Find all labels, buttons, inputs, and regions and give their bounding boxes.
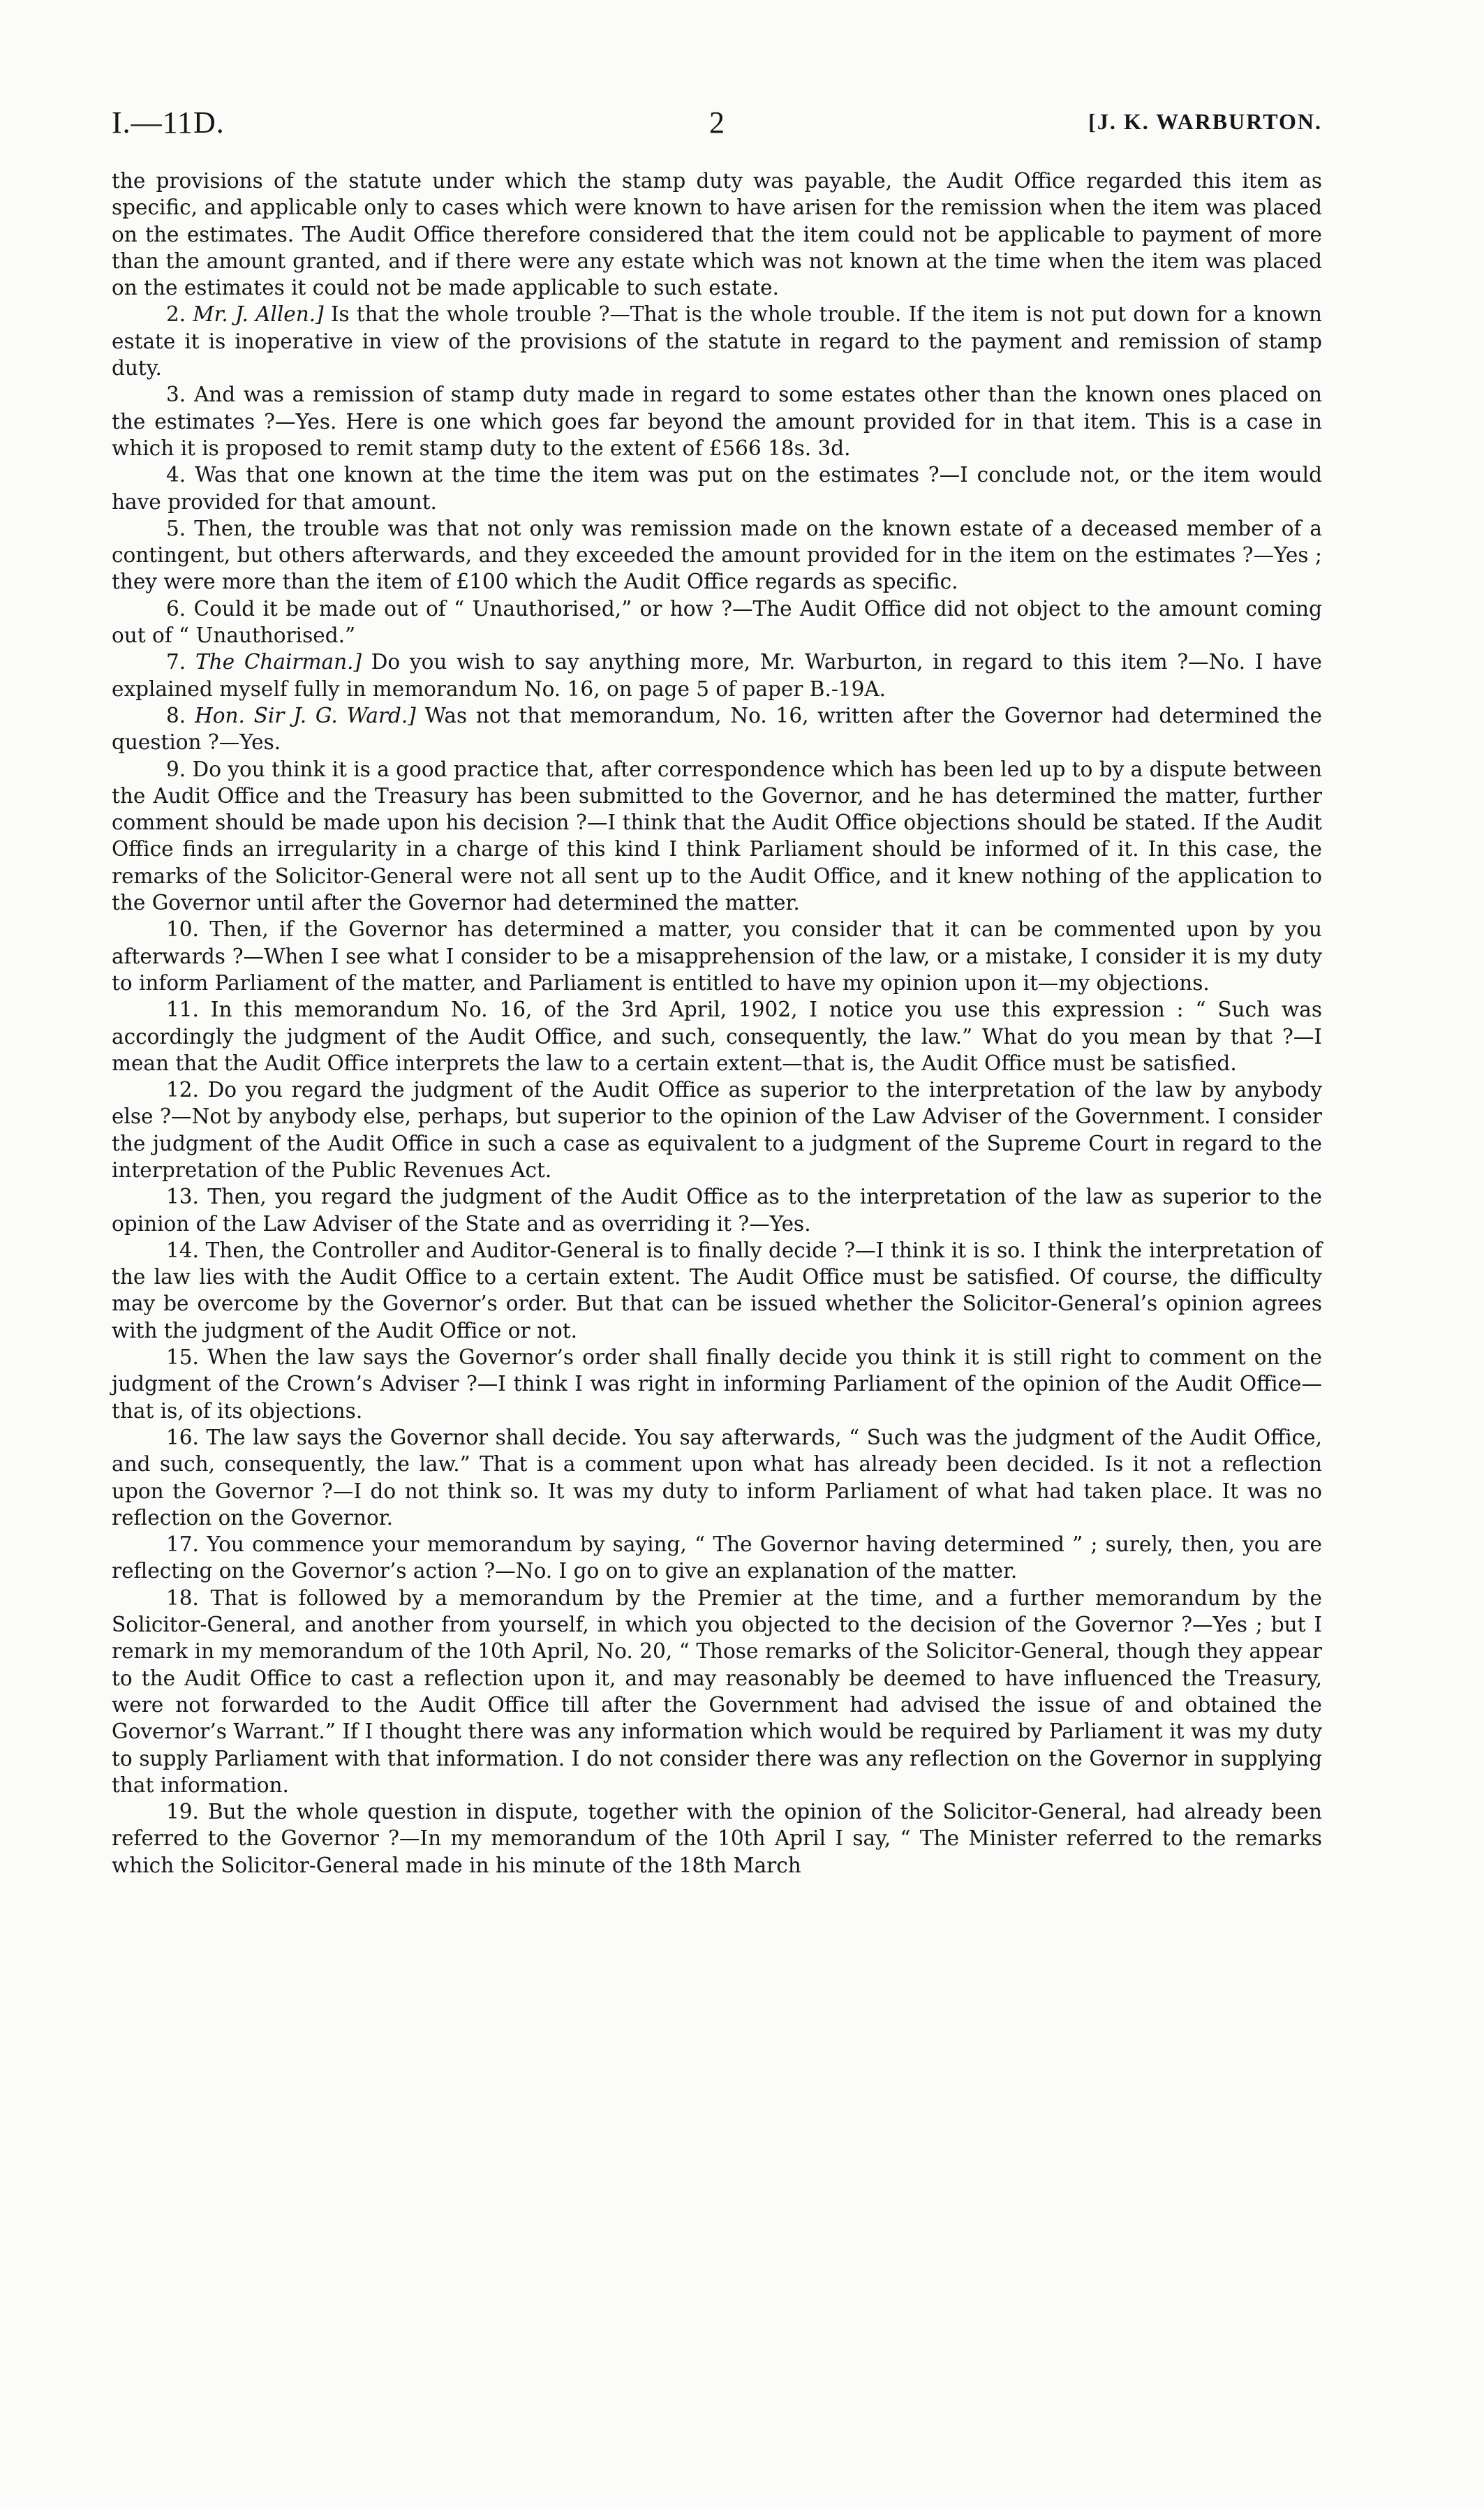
question-number: 3.	[166, 383, 186, 407]
question-number: 13.	[166, 1185, 199, 1209]
paragraph: 5. Then, the trouble was that not only was remission made on the known estate of a deceased member of a contingent, but others afterwards, and they exceeded the amount provided for in the item on the estimates ?—Yes ; they were more than the item of £100 which the Audit Office regards as specific.	[112, 516, 1322, 594]
question-number: 19.	[166, 1800, 199, 1824]
question-number: 2.	[166, 302, 186, 327]
question-number: 12.	[166, 1078, 199, 1102]
speaker: Mr. J. Allen.]	[193, 302, 324, 327]
paragraph: 4. Was that one known at the time the item was put on the estimates ?—I conclude not, or the item would have provided for that amount.	[112, 463, 1322, 514]
question-number: 5.	[166, 516, 186, 540]
question-number: 6.	[166, 596, 186, 621]
paragraph: 8. Hon. Sir J. G. Ward.] Was not that memorandum, No. 16, written after the Governor had determined the question ?—Yes.	[112, 703, 1322, 755]
speaker: Hon. Sir J. G. Ward.]	[194, 703, 416, 727]
paragraph: 10. Then, if the Governor has determined a matter, you consider that it can be commented upon by you afterwards ?—When I see what I consider to be a misapprehension of the law, or a mistake, I consider it is my duty to inform Parliament of the matter, and Parliament is entitled to have my opinion upon it—my objections.	[112, 917, 1322, 995]
paragraph: 9. Do you think it is a good practice that, after correspondence which has been led up to by a dispute between the Audit Office and the Treasury has been submitted to the Governor, and he has determined the matter, further comment should be made upon his decision ?—I think that the Audit Office objections should be stated. If the Audit Office finds an irregularity in a charge of this kind I think Parliament should be informed of it. In this case, the remarks of the Solicitor-General were not all sent up to the Audit Office, and it knew nothing of the application to the Governor until after the Governor had determined the matter.	[112, 757, 1322, 915]
question-number: 14.	[166, 1238, 199, 1262]
paragraph: 11. In this memorandum No. 16, of the 3rd April, 1902, I notice you use this expression : “ Such was accordingly the judgment of the Audit Office, and such, consequently, the law.” What do you mean by that ?—I mean that the Audit Office interprets the law to a certain extent—that is, the Audit Office must be satisfied.	[112, 998, 1322, 1075]
paragraph: 17. You commence your memorandum by saying, “ The Governor having determined ” ; surely, then, you are reflecting on the Governor’s action ?—No. I go on to give an explanation of the matter.	[112, 1532, 1322, 1583]
question-number: 15.	[166, 1345, 199, 1370]
paragraph: 13. Then, you regard the judgment of the Audit Office as to the interpretation of the law as superior to the opinion of the Law Adviser of the State and as overriding it ?—Yes.	[112, 1185, 1322, 1236]
question-number: 18.	[166, 1585, 199, 1610]
paragraph: 2. Mr. J. Allen.] Is that the whole trouble ?—That is the whole trouble. If the item is not put down for a known estate it is inoperative in view of the provisions of the statute in regard to the payment and remission of stamp duty.	[112, 302, 1322, 380]
question-number: 16.	[166, 1425, 199, 1449]
question-number: 11.	[166, 998, 199, 1022]
page-header	[112, 105, 1322, 148]
paragraph: 7. The Chairman.] Do you wish to say anything more, Mr. Warburton, in regard to this item ?—No. I have explained myself fully in memorandum No. 16, on page 5 of paper B.-19A.	[112, 650, 1322, 701]
speaker: The Chairman.]	[195, 650, 362, 674]
question-number: 17.	[166, 1532, 199, 1557]
question-number: 4.	[166, 463, 186, 487]
paragraph: 14. Then, the Controller and Auditor-General is to finally decide ?—I think it is so. I think the interpretation of the law lies with the Audit Office to a certain extent. The Audit Office must be satisfied. Of course, the difficulty may be overcome by the Governor’s order. But that can be issued whether the Solicitor-General’s opinion agrees with the judgment of the Audit Office or not.	[112, 1238, 1322, 1343]
paragraph: 6. Could it be made out of “ Unauthorised,” or how ?—The Audit Office did not object to the amount coming out of “ Unauthorised.”	[112, 596, 1322, 648]
question-number: 7.	[166, 650, 186, 674]
paragraph: 15. When the law says the Governor’s order shall finally decide you think it is still right to comment on the judgment of the Crown’s Adviser ?—I think I was right in informing Parliament of the opinion of the Audit Office—that is, of its objections.	[112, 1345, 1322, 1423]
paragraph: 12. Do you regard the judgment of the Audit Office as superior to the interpretation of the law by anybody else ?—Not by anybody else, perhaps, but superior to the opinion of the Law Adviser of the Government. I consider the judgment of the Audit Office in such a case as equivalent to a judgment of the Supreme Court in regard to the interpretation of the Public Revenues Act.	[112, 1078, 1322, 1182]
paragraph: the provisions of the statute under which the stamp duty was payable, the Audit Office regarded this item as specific, and applicable only to cases which were known to have arisen for the remission when the item was placed on the estimates. The Audit Office therefore considered that the item could not be applicable to payment of more than the amount granted, and if there were any estate which was not known at the time when the item was placed on the estimates it could not be made applicable to such estate.	[112, 169, 1322, 300]
paper-series: I.—11D.	[112, 105, 225, 140]
question-number: 8.	[166, 703, 186, 727]
page-number: 2	[709, 105, 725, 140]
paragraph: 3. And was a remission of stamp duty made in regard to some estates other than the known ones placed on the estimates ?—Yes. Here is one which goes far beyond the amount provided for in that item. This is a case in which it is proposed to remit stamp duty to the extent of £566 18s. 3d.	[112, 383, 1322, 460]
question-number: 9.	[166, 757, 186, 781]
paragraph: 18. That is followed by a memorandum by the Premier at the time, and a further memorandum by the Solicitor-General, and another from yourself, in which you objected to the decision of the Governor ?—Yes ; but I remark in my memorandum of the 10th April, No. 20, “ Those remarks of the Solicitor-General, though they appear to the Audit Office to cast a reflection upon it, and may reasonably be deemed to have influenced the Treasury, were not forwarded to the Audit Office till after the Government had advised the issue of and obtained the Governor’s Warrant.” If I thought there was any information which would be required by Parliament it was my duty to supply Parliament with that information. I do not consider there was any reflection on the Governor in supplying that information.	[112, 1585, 1322, 1797]
paragraph: 19. But the whole question in dispute, together with the opinion of the Solicitor-General, had already been referred to the Governor ?—In my memorandum of the 10th April I say, “ The Minister referred to the remarks which the Solicitor-General made in his minute of the 18th March	[112, 1800, 1322, 1877]
paragraph: 16. The law says the Governor shall decide. You say afterwards, “ Such was the judgment of the Audit Office, and such, consequently, the law.” That is a comment upon what has already been decided. Is it not a reflection upon the Governor ?—I do not think so. It was my duty to inform Parliament of what had taken place. It was no reflection on the Governor.	[112, 1425, 1322, 1530]
evidence-text	[112, 168, 1322, 1879]
witness-name: [J. K. WARBURTON.	[1088, 109, 1322, 134]
question-number: 10.	[166, 917, 199, 942]
